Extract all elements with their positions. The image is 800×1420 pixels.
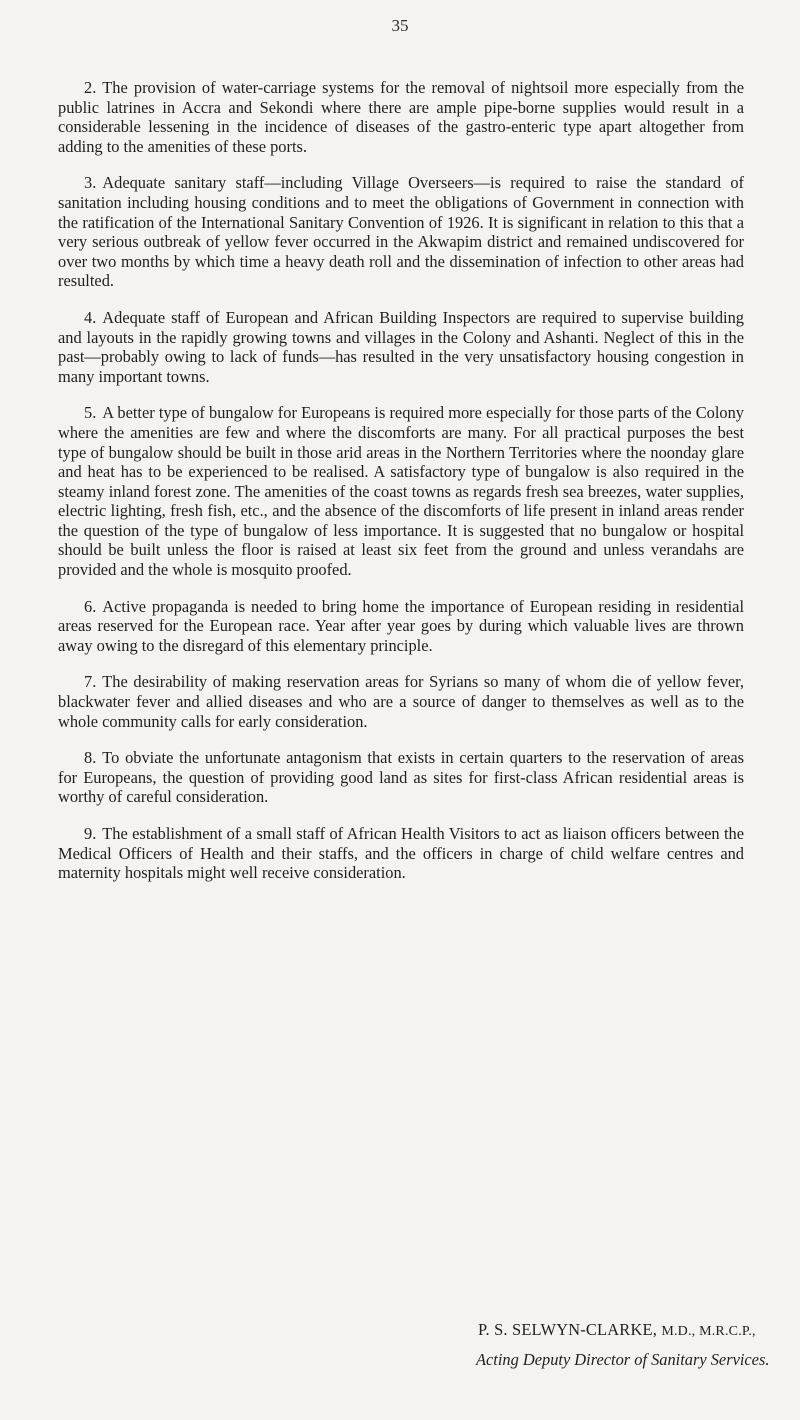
paragraph-text: The establishment of a small staff of African Health Visitors to act as liaison officers between the Medical Officers of Health and their staffs, and the officers in charge of child welfare centres and maternity hospitals might well receive consideration. — [58, 824, 744, 883]
paragraph-9 — [58, 824, 744, 883]
signatory-title: Acting Deputy Director of Sanitary Services. — [476, 1350, 770, 1369]
paragraph-number: 7. — [84, 672, 97, 692]
paragraph-3 — [58, 173, 744, 291]
paragraph-number: 8. — [84, 748, 97, 768]
paragraph-text: Active propaganda is needed to bring home the importance of European residing in residential areas reserved for the European race. Year after year goes by during which valuable lives are thrown away owing to the disregard of this elementary principle. — [58, 596, 744, 655]
paragraph-text: Adequate sanitary staff—including Village Overseers—is required to raise the standard of sanitation including housing conditions and to meet the obligations of Government in connection with the ratification of the International Sanitary Convention of 1926. It is significant in relation to this that a very serious outbreak of yellow fever occurred in the Akwapim district and remained undiscovered for over two months by which time a heavy death roll and the dissemination of infection to other areas had resulted. — [58, 173, 744, 291]
paragraph-6 — [58, 597, 744, 656]
signatory-name: P. S. SELWYN-CLARKE, — [478, 1320, 657, 1339]
paragraph-number: 9. — [84, 824, 97, 843]
paragraph-number: 4. — [84, 307, 97, 327]
paragraph-number: 3. — [84, 173, 97, 193]
document-body — [58, 78, 744, 900]
page-number: 35 — [391, 16, 409, 35]
paragraph-4 — [58, 308, 744, 386]
paragraph-2 — [58, 78, 744, 156]
paragraph-7 — [58, 672, 744, 731]
signatory-qualifications: M.D., M.R.C.P., — [661, 1324, 756, 1339]
paragraph-5 — [58, 403, 744, 579]
paragraph-text: The provision of water-carriage systems for the removal of nightsoil more especially from the public latrines in Accra and Sekondi where there are ample pipe-borne supplies would result in a considerable lessening in the incidence of diseases of the gastro-enteric type apart altogether from adding to the amenities of these ports. — [58, 78, 744, 156]
paragraph-number: 2. — [84, 78, 97, 97]
paragraph-number: 6. — [84, 596, 97, 616]
signatory-line — [478, 1316, 778, 1346]
paragraph-8 — [58, 748, 744, 807]
paragraph-text: To obviate the unfortunate antagonism that exists in certain quarters to the reservation of areas for Europeans, the question of providing good land as sites for first-class African residential areas is worthy of careful consideration. — [58, 748, 744, 807]
paragraph-number: 5. — [84, 403, 97, 423]
paragraph-text: Adequate staff of European and African Building Inspectors are required to supervise building and layouts in the rapidly growing towns and villages in the Colony and Ashanti. Neglect of this in the past—probably owing to lack of funds—has resulted in the very unsatisfactory housing congestion in many important towns. — [58, 307, 744, 386]
paragraph-text: A better type of bungalow for Europeans is required more especially for those parts of the Colony where the amenities are few and where the discomforts are many. For all practical purposes the best type of bungalow should be built in those arid areas in the Northern Territories where the noonday glare and heat has to be experienced to be realised. A satisfactory type of bungalow is also required in the steamy inland forest zone. The amenities of the coast towns as regards fresh sea breezes, water supplies, electric lighting, fresh fish, etc., and the absence of the discomforts of life present in inland areas render the question of the type of bungalow of less importance. It is suggested that no bungalow or hospital should be built unless the floor is raised at least six feet from the ground and unless verandahs are provided and the whole is mosquito proofed. — [58, 403, 744, 580]
paragraph-text: The desirability of making reservation areas for Syrians so many of whom die of yellow fever, blackwater fever and allied diseases and who are a source of danger to themselves as well as to the whole community calls for early consideration. — [58, 672, 744, 731]
signature-block — [478, 1316, 778, 1374]
